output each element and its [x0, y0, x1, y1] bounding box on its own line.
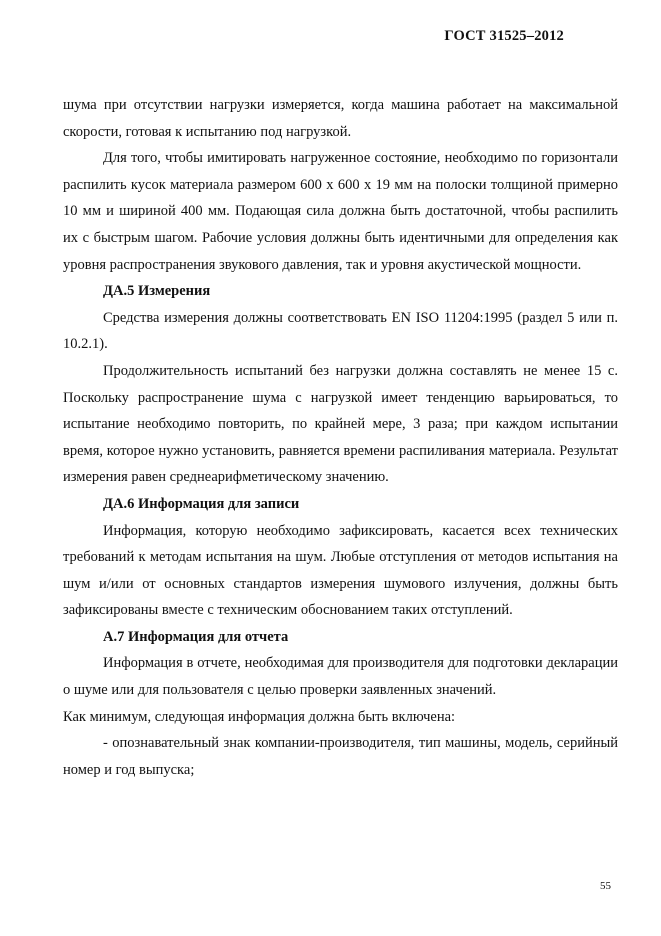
- section-heading-da5: ДА.5 Измерения: [103, 283, 211, 300]
- document-body: [63, 92, 618, 783]
- document-header-code: ГОСТ 31525–2012: [444, 28, 564, 44]
- paragraph-noise-idle: шума при отсутствии нагрузки измеряется, когда машина работает на максимальной скорости, готовая к испытанию под нагрузкой.: [63, 97, 618, 140]
- paragraph-report-info: Информация в отчете, необходимая для производителя для подготовки декларации о шуме или для пользователя с целью проверки заявленных значений.: [63, 655, 618, 699]
- paragraph-record-info: Информация, которую необходимо зафиксировать, касается всех технических требований к методам испытания на шум. Любые отступления от методов испытания на шум и/или от основных стандартов измерения шумового излучения, должны быть зафиксированы вместе с техническим обоснованием таких отступлений.: [63, 522, 618, 619]
- page-number: 55: [600, 880, 611, 892]
- paragraph-test-duration: Продолжительность испытаний без нагрузки должна составлять не менее 15 с. Поскольку распространение шума с нагрузкой имеет тенденцию варьироваться, то испытание необходимо повторить, по крайней мере, 3 раза; при каждом испытании время, которое нужно установить, равняется времени распиливания материала. Результат измерения равен среднеарифметическому значению.: [63, 362, 618, 486]
- section-heading-da6: ДА.6 Информация для записи: [103, 495, 300, 512]
- paragraph-load-simulation: Для того, чтобы имитировать нагруженное состояние, необходимо по горизонтали распилить кусок материала размером 600 х 600 х 19 мм на полоски толщиной примерно 10 мм и шириной 400 мм. Подающая сила должна быть достаточной, чтобы распилить их с быстрым шагом. Рабочие условия должны быть идентичными для определения как уровня распространения звукового давления, так и уровня акустической мощности.: [63, 150, 618, 273]
- paragraph-measurement-means: Средства измерения должны соответствовать EN ISO 11204:1995 (раздел 5 или п. 10.2.1).: [63, 309, 618, 353]
- paragraph-minimum-info: Как минимум, следующая информация должна быть включена:: [63, 708, 456, 725]
- list-item-manufacturer-mark: - опознавательный знак компании-производителя, тип машины, модель, серийный номер и год выпуска;: [63, 735, 618, 778]
- section-heading-a7: А.7 Информация для отчета: [103, 628, 289, 645]
